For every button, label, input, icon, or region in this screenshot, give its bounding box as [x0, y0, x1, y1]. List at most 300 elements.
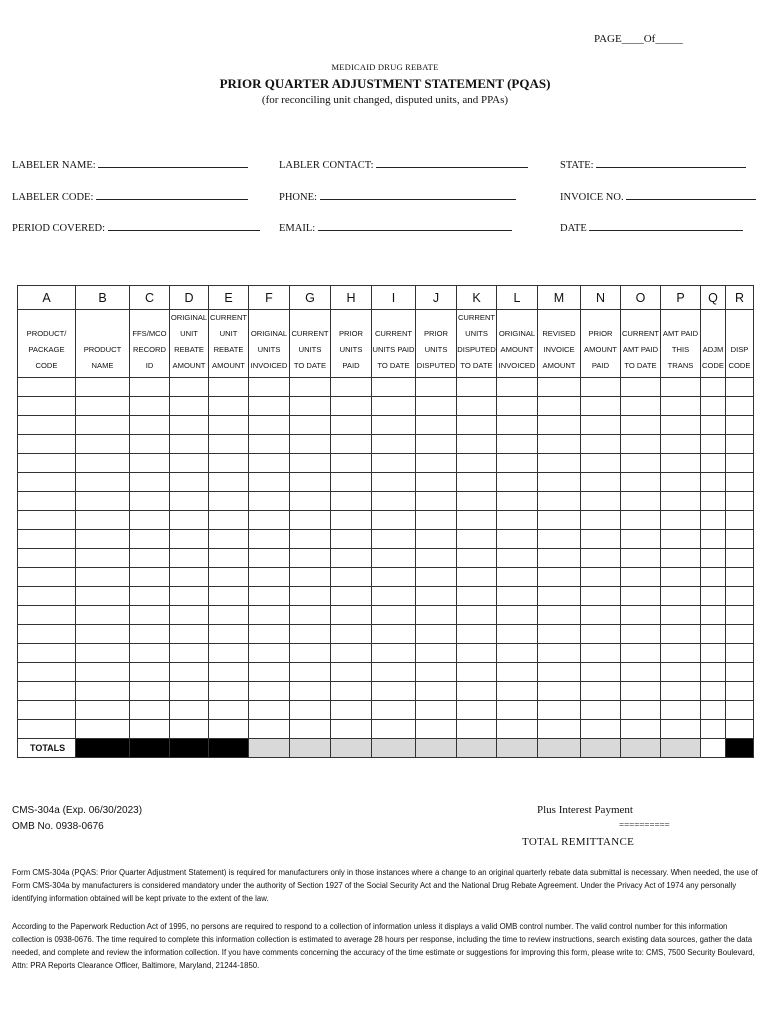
table-cell-q[interactable] [701, 568, 726, 587]
table-cell-o[interactable] [621, 587, 661, 606]
table-cell-j[interactable] [416, 663, 457, 682]
table-cell-e[interactable] [209, 511, 249, 530]
table-cell-e[interactable] [209, 625, 249, 644]
table-cell-h[interactable] [331, 530, 372, 549]
table-cell-o[interactable] [621, 549, 661, 568]
table-cell-q[interactable] [701, 435, 726, 454]
table-cell-o[interactable] [621, 378, 661, 397]
table-cell-o[interactable] [621, 720, 661, 739]
table-cell-n[interactable] [581, 511, 621, 530]
table-cell-a[interactable] [18, 682, 76, 701]
table-cell-e[interactable] [209, 587, 249, 606]
table-cell-c[interactable] [130, 511, 170, 530]
table-cell-h[interactable] [331, 397, 372, 416]
table-cell-k[interactable] [457, 378, 497, 397]
table-cell-i[interactable] [372, 568, 416, 587]
table-cell-f[interactable] [249, 454, 290, 473]
table-cell-n[interactable] [581, 378, 621, 397]
table-cell-o[interactable] [621, 625, 661, 644]
table-cell-g[interactable] [290, 606, 331, 625]
table-cell-c[interactable] [130, 378, 170, 397]
table-cell-p[interactable] [661, 701, 701, 720]
table-cell-g[interactable] [290, 701, 331, 720]
table-cell-i[interactable] [372, 549, 416, 568]
table-cell-h[interactable] [331, 587, 372, 606]
table-cell-f[interactable] [249, 682, 290, 701]
table-cell-r[interactable] [726, 435, 754, 454]
table-cell-h[interactable] [331, 682, 372, 701]
table-cell-b[interactable] [76, 492, 130, 511]
table-cell-o[interactable] [621, 473, 661, 492]
table-cell-p[interactable] [661, 644, 701, 663]
totals-cell-m[interactable] [538, 739, 581, 758]
table-cell-i[interactable] [372, 625, 416, 644]
table-cell-m[interactable] [538, 530, 581, 549]
table-cell-l[interactable] [497, 625, 538, 644]
table-cell-k[interactable] [457, 530, 497, 549]
table-cell-m[interactable] [538, 511, 581, 530]
table-cell-e[interactable] [209, 378, 249, 397]
table-cell-r[interactable] [726, 454, 754, 473]
totals-cell-k[interactable] [457, 739, 497, 758]
table-cell-k[interactable] [457, 511, 497, 530]
table-cell-i[interactable] [372, 663, 416, 682]
table-cell-f[interactable] [249, 587, 290, 606]
table-cell-n[interactable] [581, 682, 621, 701]
table-cell-k[interactable] [457, 720, 497, 739]
table-cell-o[interactable] [621, 644, 661, 663]
table-cell-e[interactable] [209, 397, 249, 416]
table-cell-i[interactable] [372, 397, 416, 416]
table-cell-d[interactable] [170, 530, 209, 549]
table-cell-a[interactable] [18, 454, 76, 473]
table-cell-g[interactable] [290, 511, 331, 530]
table-cell-c[interactable] [130, 682, 170, 701]
table-cell-f[interactable] [249, 625, 290, 644]
table-cell-p[interactable] [661, 378, 701, 397]
table-cell-e[interactable] [209, 549, 249, 568]
table-cell-l[interactable] [497, 416, 538, 435]
table-cell-l[interactable] [497, 378, 538, 397]
table-cell-c[interactable] [130, 549, 170, 568]
table-cell-n[interactable] [581, 587, 621, 606]
table-cell-e[interactable] [209, 454, 249, 473]
table-cell-e[interactable] [209, 492, 249, 511]
table-cell-k[interactable] [457, 663, 497, 682]
table-cell-p[interactable] [661, 720, 701, 739]
table-cell-j[interactable] [416, 549, 457, 568]
table-cell-c[interactable] [130, 416, 170, 435]
table-cell-k[interactable] [457, 492, 497, 511]
table-cell-a[interactable] [18, 378, 76, 397]
table-cell-c[interactable] [130, 397, 170, 416]
table-cell-i[interactable] [372, 701, 416, 720]
table-cell-b[interactable] [76, 625, 130, 644]
table-cell-m[interactable] [538, 663, 581, 682]
table-cell-r[interactable] [726, 568, 754, 587]
table-cell-o[interactable] [621, 511, 661, 530]
table-cell-r[interactable] [726, 606, 754, 625]
table-cell-p[interactable] [661, 454, 701, 473]
table-cell-j[interactable] [416, 492, 457, 511]
table-cell-b[interactable] [76, 568, 130, 587]
table-cell-p[interactable] [661, 587, 701, 606]
table-cell-l[interactable] [497, 720, 538, 739]
table-cell-r[interactable] [726, 473, 754, 492]
table-cell-f[interactable] [249, 473, 290, 492]
table-cell-a[interactable] [18, 511, 76, 530]
table-cell-g[interactable] [290, 378, 331, 397]
table-cell-d[interactable] [170, 416, 209, 435]
table-cell-f[interactable] [249, 549, 290, 568]
table-cell-p[interactable] [661, 530, 701, 549]
totals-cell-n[interactable] [581, 739, 621, 758]
table-cell-n[interactable] [581, 549, 621, 568]
table-cell-d[interactable] [170, 568, 209, 587]
table-cell-n[interactable] [581, 663, 621, 682]
table-cell-a[interactable] [18, 416, 76, 435]
table-cell-d[interactable] [170, 682, 209, 701]
table-cell-k[interactable] [457, 606, 497, 625]
table-cell-f[interactable] [249, 416, 290, 435]
table-cell-m[interactable] [538, 378, 581, 397]
totals-cell-q[interactable] [701, 739, 726, 758]
table-cell-d[interactable] [170, 397, 209, 416]
table-cell-q[interactable] [701, 492, 726, 511]
email-input[interactable] [318, 221, 512, 231]
table-cell-c[interactable] [130, 454, 170, 473]
table-cell-m[interactable] [538, 701, 581, 720]
table-cell-i[interactable] [372, 682, 416, 701]
totals-cell-j[interactable] [416, 739, 457, 758]
table-cell-g[interactable] [290, 473, 331, 492]
table-cell-i[interactable] [372, 720, 416, 739]
table-cell-d[interactable] [170, 587, 209, 606]
table-cell-m[interactable] [538, 568, 581, 587]
table-cell-o[interactable] [621, 454, 661, 473]
table-cell-j[interactable] [416, 682, 457, 701]
table-cell-g[interactable] [290, 397, 331, 416]
table-cell-m[interactable] [538, 720, 581, 739]
table-cell-o[interactable] [621, 530, 661, 549]
table-cell-h[interactable] [331, 473, 372, 492]
table-cell-a[interactable] [18, 663, 76, 682]
table-cell-a[interactable] [18, 549, 76, 568]
table-cell-h[interactable] [331, 492, 372, 511]
totals-cell-o[interactable] [621, 739, 661, 758]
table-cell-r[interactable] [726, 720, 754, 739]
table-cell-j[interactable] [416, 435, 457, 454]
state-field[interactable] [560, 158, 746, 171]
table-cell-l[interactable] [497, 587, 538, 606]
table-cell-q[interactable] [701, 397, 726, 416]
table-cell-f[interactable] [249, 644, 290, 663]
table-cell-e[interactable] [209, 568, 249, 587]
email-field[interactable] [279, 221, 512, 234]
table-cell-m[interactable] [538, 416, 581, 435]
table-cell-m[interactable] [538, 682, 581, 701]
table-cell-g[interactable] [290, 454, 331, 473]
table-cell-k[interactable] [457, 473, 497, 492]
table-cell-f[interactable] [249, 568, 290, 587]
table-cell-q[interactable] [701, 682, 726, 701]
table-cell-b[interactable] [76, 530, 130, 549]
table-cell-g[interactable] [290, 416, 331, 435]
table-cell-h[interactable] [331, 416, 372, 435]
table-cell-n[interactable] [581, 435, 621, 454]
table-cell-r[interactable] [726, 682, 754, 701]
table-cell-o[interactable] [621, 682, 661, 701]
table-cell-d[interactable] [170, 701, 209, 720]
table-cell-j[interactable] [416, 644, 457, 663]
table-cell-k[interactable] [457, 416, 497, 435]
table-cell-j[interactable] [416, 625, 457, 644]
table-cell-h[interactable] [331, 720, 372, 739]
table-cell-m[interactable] [538, 549, 581, 568]
table-cell-f[interactable] [249, 701, 290, 720]
table-cell-h[interactable] [331, 606, 372, 625]
table-cell-q[interactable] [701, 587, 726, 606]
table-cell-l[interactable] [497, 663, 538, 682]
table-cell-i[interactable] [372, 473, 416, 492]
table-cell-q[interactable] [701, 511, 726, 530]
table-cell-e[interactable] [209, 606, 249, 625]
table-cell-c[interactable] [130, 644, 170, 663]
table-cell-n[interactable] [581, 644, 621, 663]
table-cell-a[interactable] [18, 568, 76, 587]
totals-cell-i[interactable] [372, 739, 416, 758]
table-cell-b[interactable] [76, 473, 130, 492]
table-cell-k[interactable] [457, 682, 497, 701]
table-cell-i[interactable] [372, 606, 416, 625]
table-cell-l[interactable] [497, 568, 538, 587]
table-cell-r[interactable] [726, 644, 754, 663]
table-cell-n[interactable] [581, 701, 621, 720]
table-cell-m[interactable] [538, 492, 581, 511]
table-cell-g[interactable] [290, 682, 331, 701]
table-cell-b[interactable] [76, 682, 130, 701]
table-cell-e[interactable] [209, 473, 249, 492]
table-cell-j[interactable] [416, 416, 457, 435]
labeler-contact-field[interactable] [279, 158, 528, 171]
table-cell-d[interactable] [170, 720, 209, 739]
table-cell-f[interactable] [249, 511, 290, 530]
table-cell-b[interactable] [76, 511, 130, 530]
table-cell-m[interactable] [538, 473, 581, 492]
table-cell-k[interactable] [457, 397, 497, 416]
table-cell-a[interactable] [18, 644, 76, 663]
table-cell-a[interactable] [18, 720, 76, 739]
table-cell-e[interactable] [209, 435, 249, 454]
table-cell-l[interactable] [497, 397, 538, 416]
table-cell-e[interactable] [209, 720, 249, 739]
invoice-no-field[interactable] [560, 190, 756, 203]
table-cell-h[interactable] [331, 454, 372, 473]
table-cell-f[interactable] [249, 720, 290, 739]
table-cell-d[interactable] [170, 625, 209, 644]
table-cell-l[interactable] [497, 682, 538, 701]
table-cell-b[interactable] [76, 663, 130, 682]
table-cell-p[interactable] [661, 473, 701, 492]
table-cell-p[interactable] [661, 606, 701, 625]
table-cell-g[interactable] [290, 530, 331, 549]
table-cell-q[interactable] [701, 625, 726, 644]
table-cell-k[interactable] [457, 435, 497, 454]
table-cell-i[interactable] [372, 511, 416, 530]
table-cell-c[interactable] [130, 473, 170, 492]
table-cell-r[interactable] [726, 511, 754, 530]
table-cell-e[interactable] [209, 682, 249, 701]
table-cell-q[interactable] [701, 720, 726, 739]
totals-cell-p[interactable] [661, 739, 701, 758]
table-cell-a[interactable] [18, 701, 76, 720]
table-cell-p[interactable] [661, 549, 701, 568]
date-field[interactable] [560, 221, 743, 234]
table-cell-f[interactable] [249, 492, 290, 511]
table-cell-a[interactable] [18, 473, 76, 492]
table-cell-r[interactable] [726, 492, 754, 511]
table-cell-h[interactable] [331, 435, 372, 454]
table-cell-e[interactable] [209, 644, 249, 663]
table-cell-b[interactable] [76, 701, 130, 720]
invoice-no-input[interactable] [626, 190, 756, 200]
table-cell-m[interactable] [538, 587, 581, 606]
table-cell-b[interactable] [76, 720, 130, 739]
table-cell-f[interactable] [249, 435, 290, 454]
table-cell-g[interactable] [290, 492, 331, 511]
table-cell-o[interactable] [621, 568, 661, 587]
labeler-contact-input[interactable] [376, 158, 528, 168]
table-cell-n[interactable] [581, 397, 621, 416]
table-cell-l[interactable] [497, 644, 538, 663]
table-cell-h[interactable] [331, 549, 372, 568]
table-cell-q[interactable] [701, 663, 726, 682]
table-cell-d[interactable] [170, 606, 209, 625]
table-cell-g[interactable] [290, 587, 331, 606]
table-cell-l[interactable] [497, 606, 538, 625]
period-covered-input[interactable] [108, 221, 260, 231]
table-cell-b[interactable] [76, 454, 130, 473]
table-cell-j[interactable] [416, 454, 457, 473]
table-cell-b[interactable] [76, 549, 130, 568]
table-cell-a[interactable] [18, 397, 76, 416]
table-cell-a[interactable] [18, 435, 76, 454]
table-cell-f[interactable] [249, 606, 290, 625]
table-cell-c[interactable] [130, 720, 170, 739]
totals-cell-h[interactable] [331, 739, 372, 758]
table-cell-k[interactable] [457, 454, 497, 473]
table-cell-g[interactable] [290, 644, 331, 663]
table-cell-a[interactable] [18, 606, 76, 625]
table-cell-r[interactable] [726, 530, 754, 549]
table-cell-d[interactable] [170, 473, 209, 492]
table-cell-d[interactable] [170, 663, 209, 682]
table-cell-o[interactable] [621, 416, 661, 435]
date-input[interactable] [589, 221, 743, 231]
table-cell-r[interactable] [726, 701, 754, 720]
table-cell-k[interactable] [457, 568, 497, 587]
table-cell-h[interactable] [331, 701, 372, 720]
table-cell-b[interactable] [76, 397, 130, 416]
table-cell-n[interactable] [581, 492, 621, 511]
table-cell-g[interactable] [290, 435, 331, 454]
table-cell-r[interactable] [726, 663, 754, 682]
table-cell-g[interactable] [290, 568, 331, 587]
table-cell-i[interactable] [372, 644, 416, 663]
table-cell-p[interactable] [661, 663, 701, 682]
table-cell-f[interactable] [249, 378, 290, 397]
table-cell-b[interactable] [76, 416, 130, 435]
table-cell-q[interactable] [701, 606, 726, 625]
table-cell-c[interactable] [130, 587, 170, 606]
table-cell-c[interactable] [130, 701, 170, 720]
labeler-code-input[interactable] [96, 190, 248, 200]
table-cell-m[interactable] [538, 644, 581, 663]
labeler-code-field[interactable] [12, 190, 248, 203]
state-input[interactable] [596, 158, 746, 168]
table-cell-k[interactable] [457, 644, 497, 663]
table-cell-m[interactable] [538, 435, 581, 454]
table-cell-a[interactable] [18, 530, 76, 549]
table-cell-h[interactable] [331, 644, 372, 663]
table-cell-j[interactable] [416, 473, 457, 492]
table-cell-h[interactable] [331, 378, 372, 397]
table-cell-j[interactable] [416, 530, 457, 549]
table-cell-n[interactable] [581, 568, 621, 587]
table-cell-o[interactable] [621, 663, 661, 682]
table-cell-h[interactable] [331, 625, 372, 644]
labeler-name-field[interactable] [12, 158, 248, 171]
table-cell-k[interactable] [457, 701, 497, 720]
table-cell-a[interactable] [18, 492, 76, 511]
table-cell-j[interactable] [416, 720, 457, 739]
table-cell-o[interactable] [621, 435, 661, 454]
table-cell-j[interactable] [416, 511, 457, 530]
table-cell-q[interactable] [701, 416, 726, 435]
table-cell-c[interactable] [130, 625, 170, 644]
table-cell-q[interactable] [701, 644, 726, 663]
table-cell-c[interactable] [130, 663, 170, 682]
table-cell-r[interactable] [726, 549, 754, 568]
table-cell-p[interactable] [661, 397, 701, 416]
table-cell-h[interactable] [331, 568, 372, 587]
table-cell-e[interactable] [209, 416, 249, 435]
table-cell-d[interactable] [170, 511, 209, 530]
table-cell-q[interactable] [701, 530, 726, 549]
table-cell-c[interactable] [130, 435, 170, 454]
table-cell-c[interactable] [130, 530, 170, 549]
table-cell-c[interactable] [130, 492, 170, 511]
table-cell-n[interactable] [581, 416, 621, 435]
table-cell-l[interactable] [497, 473, 538, 492]
table-cell-e[interactable] [209, 663, 249, 682]
period-covered-field[interactable] [12, 221, 260, 234]
table-cell-d[interactable] [170, 549, 209, 568]
table-cell-e[interactable] [209, 701, 249, 720]
table-cell-j[interactable] [416, 606, 457, 625]
table-cell-n[interactable] [581, 625, 621, 644]
table-cell-d[interactable] [170, 644, 209, 663]
table-cell-l[interactable] [497, 701, 538, 720]
table-cell-l[interactable] [497, 511, 538, 530]
table-cell-i[interactable] [372, 378, 416, 397]
table-cell-i[interactable] [372, 530, 416, 549]
table-cell-a[interactable] [18, 587, 76, 606]
table-cell-r[interactable] [726, 378, 754, 397]
table-cell-r[interactable] [726, 625, 754, 644]
table-cell-r[interactable] [726, 587, 754, 606]
table-cell-p[interactable] [661, 416, 701, 435]
